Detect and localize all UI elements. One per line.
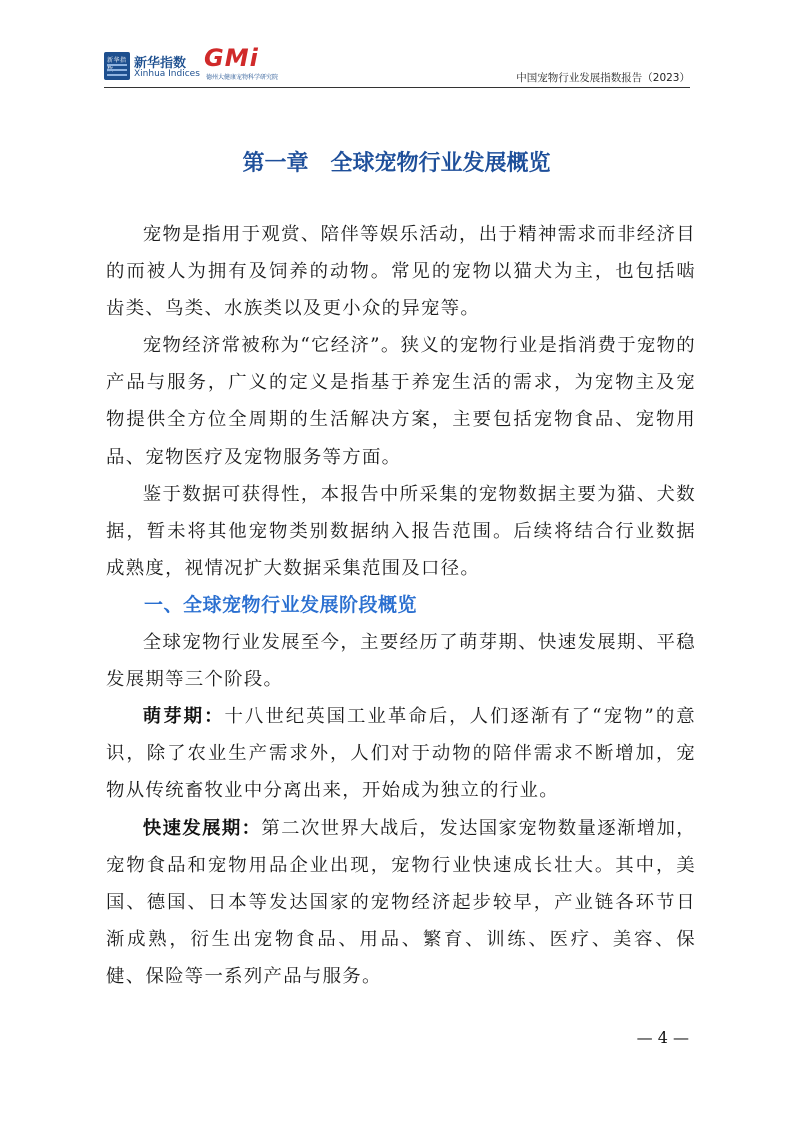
report-title: 中国宠物行业发展指数报告（2023） (516, 72, 690, 84)
xinhua-logo-chinese: 新华指数 (134, 56, 187, 71)
stage-text: 第二次世界大战后，发达国家宠物数量逐渐增加，宠物食品和宠物用品企业出现，宠物行业快速成长壮大。其中，美国、德国、日本等发达国家的宠物经济起步较早，产业链各环节日渐成熟，衍生出宠物食品、用品、繁育、训练、医疗、美容、保健、保险等一系列产品与服务。 (106, 817, 696, 987)
header-divider (104, 87, 690, 88)
paragraph-section-intro: 全球宠物行业发展至今，主要经历了萌芽期、快速发展期、平稳发展期等三个阶段。 (106, 632, 696, 691)
stage-term: 快速发展期： (142, 817, 262, 839)
xinhua-logo-english: Xinhua Indices (134, 69, 200, 79)
gmi-logo (204, 44, 296, 84)
gmi-logo-subtitle: 德州大健康宠物科学研究院 (206, 74, 279, 81)
page-number: — 4 — (636, 1028, 689, 1047)
paragraph-pet-economy: 宠物经济常被称为“它经济”。狭义的宠物行业是指消费于宠物的产品与服务，广义的定义是指基于养宠生活的需求，为宠物主及宠物提供全方位全周期的生活解决方案，主要包括宠物食品、宠物用品、宠物医疗及宠物服务等方面。 (106, 335, 696, 468)
page-header (104, 44, 690, 88)
stage-text: 十八世纪英国工业革命后，人们逐渐有了“宠物”的意识，除了农业生产需求外，人们对于动物的陪伴需求不断增加，宠物从传统畜牧业中分离出来，开始成为独立的行业。 (106, 706, 696, 802)
xinhua-logo-badge-text: 新华指 (107, 57, 127, 64)
gmi-logo-mark: GMi (204, 44, 259, 72)
stage-term: 萌芽期： (142, 706, 225, 728)
xinhua-logo-icon (104, 52, 130, 80)
section-heading: 一、全球宠物行业发展阶段概览 (144, 593, 418, 616)
document-body (106, 216, 696, 995)
paragraph-pet-definition: 宠物是指用于观赏、陪伴等娱乐活动，出于精神需求而非经济目的而被人为拥有及饲养的动物。常见的宠物以猫犬为主，也包括啮齿类、鸟类、水族类以及更小众的异宠等。 (106, 224, 696, 320)
paragraph-stage-rapid-growth (106, 810, 696, 995)
xinhua-indices-logo (104, 52, 200, 82)
paragraph-stage-emergence (106, 698, 696, 809)
paragraph-data-scope: 鉴于数据可获得性，本报告中所采集的宠物数据主要为猫、犬数据，暂未将其他宠物类别数据纳入报告范围。后续将结合行业数据成熟度，视情况扩大数据采集范围及口径。 (106, 483, 696, 579)
chapter-title: 第一章 全球宠物行业发展概览 (242, 151, 551, 176)
